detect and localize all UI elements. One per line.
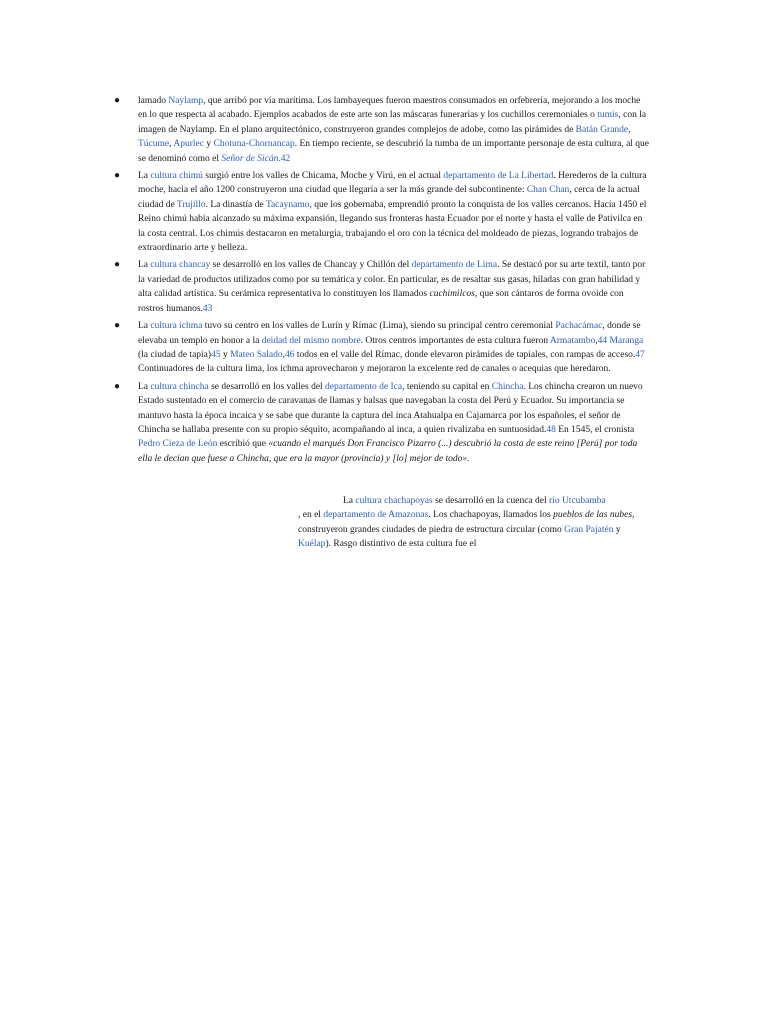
text-run: La (138, 260, 151, 271)
text-run: ). Rasgo distintivo de esta cultura fue el (325, 539, 477, 550)
text-run: cuchimilcos (429, 289, 475, 300)
text-run: La (343, 496, 356, 506)
text-run: todos en el valle del Rímac, donde elevaron pirámides de tapiales, con rampas de acceso. (294, 349, 636, 360)
link[interactable]: 43 (202, 303, 213, 314)
link[interactable]: 45 (211, 349, 221, 360)
paragraph-text (138, 382, 643, 464)
link[interactable]: río Utcubamba (549, 496, 606, 506)
text-run: , que arribó por vía marítima. Los lambayeques fueron maestros consumados en orfebrería, mejorando a los moche en lo que respecta al acabado. Ejemplos acabados de este arte son las máscaras funerarias y los cuchillos ceremoniales o (138, 96, 641, 121)
text-run: , que son cántaros de forma ovoide con rostros humanos. (138, 289, 624, 314)
text-run: La (138, 321, 151, 332)
bullet-icon: ● (114, 95, 121, 106)
text-run: lamado (138, 96, 169, 106)
paragraph-text (298, 510, 634, 549)
text-run: escribió que (217, 439, 269, 450)
list-item (110, 169, 650, 255)
text-run: se desarrolló en los valles de Chancay y Chillón del (210, 260, 412, 271)
link[interactable]: Chan Chan (526, 185, 570, 196)
link[interactable]: Pachacámac (555, 321, 603, 332)
link[interactable]: Mateo Salado (230, 349, 283, 360)
text-run: , (282, 349, 285, 360)
link[interactable]: cultura chimú (150, 171, 203, 182)
list-item (110, 380, 650, 466)
link[interactable]: Maranga (609, 335, 644, 346)
link[interactable]: 47 (635, 349, 645, 360)
link[interactable]: Tacaynamo (265, 199, 310, 210)
text-run: , donde se elevaba un templo en honor a la (138, 321, 641, 346)
link[interactable]: Apurlec (173, 139, 204, 150)
paragraph-text (138, 321, 645, 374)
link[interactable]: deidad del mismo nombre (261, 335, 361, 346)
text-run: y (220, 349, 231, 360)
link[interactable]: Kuélap (298, 539, 326, 550)
link[interactable]: 44 (597, 335, 608, 346)
link[interactable]: Armatambo (549, 335, 596, 346)
link[interactable]: Señor de Sicán (221, 153, 279, 164)
link[interactable]: departamento de La Libertad (443, 171, 554, 182)
link[interactable]: departamento de Ica (325, 381, 403, 392)
text-run: , que los gobernaba, emprendió pronto la conquista de los valles cercanos. Hacia 1450 el Reino chimú había alcanzado su máxima expansión, llegando sus fronteras hasta Ecuador por el norte y hasta el valle de Pativilca en la costa central. Los chimús destacaron en metalurgia, trabajando el oro con la técnica del moldeado de piezas, logrando trabajos de extraordinario arte y belleza. (138, 199, 647, 254)
link[interactable]: Gran Pajatén (564, 524, 614, 535)
link[interactable]: .42 (278, 153, 291, 164)
text-run: , (595, 335, 598, 346)
link[interactable]: departamento de Amazonas (323, 510, 429, 521)
link[interactable]: 48 (546, 424, 556, 435)
bullet-icon: ● (114, 380, 121, 392)
text-run: . Se destacó por su arte textil, tanto por la variedad de productos utilizados como por su temática y color. En particular, es de resaltar sus gasas, hiladas con gran habilidad y alta calidad artística. Su cerámica representativa lo constituyen los llamados (138, 260, 646, 300)
text-run: . Los chachapoyas, llamados los (428, 510, 554, 521)
bullet-icon: ● (114, 170, 121, 182)
paragraph-text (138, 96, 649, 164)
text-run: Continuadores de la cultura lima, los ichma aprovecharon y mejoraron la excelente red de canales o acequias que heredaron. (138, 364, 611, 375)
text-run: . Otros centros importantes de esta cultura fueron (360, 335, 550, 346)
link[interactable]: Pedro Cieza de León (138, 439, 218, 450)
link[interactable]: Chincha (491, 381, 524, 392)
text-run: y (203, 139, 214, 150)
link[interactable]: Naylamp (168, 96, 204, 106)
list-item (110, 258, 650, 316)
text-run: pueblos de las nubes (553, 510, 633, 521)
text-run: tuvo su centro en los valles de Lurín y Rímac (Lima), siendo su principal centro ceremonial (202, 321, 556, 332)
text-run: (la ciudad de tapia) (138, 349, 212, 360)
link[interactable]: cultura ichma (150, 321, 203, 332)
text-run: se desarrolló en la cuenca del (432, 496, 550, 506)
link[interactable]: Chotuna-Chornancap (213, 139, 295, 150)
link[interactable]: cultura chachapoyas (355, 496, 433, 506)
text-run: La (138, 171, 151, 182)
text-run: . Los chincha crearon un nuevo Estado sustentado en el comercio de caravanas de llamas y balsas que navegaban la costa del Perú y Ecuador. Su importancia se mantuvo hasta la época incaica y se sabe que durante la captura del inca Atahualpa en Cajamarca por los españoles, el señor de Chincha se hallaba presente con su propio séquito, acompañando al inca, a quien rivalizaba en suntuosidad. (138, 381, 643, 435)
culture-list (110, 94, 650, 469)
text-run: , (169, 139, 174, 150)
text-run: , en el (298, 510, 324, 521)
text-run: , teniendo su capital en (402, 381, 492, 392)
text-run: , cerca de la actual ciudad de (138, 185, 640, 210)
link[interactable]: 46 (284, 349, 295, 360)
link[interactable]: Túcume (138, 139, 170, 150)
paragraph-text (138, 171, 646, 253)
text-run: surgió entre los valles de Chicama, Moche y Virú, en el actual (202, 171, 444, 182)
text-run: . La dinastía de (205, 199, 266, 210)
list-item (110, 94, 650, 166)
paragraph-text (138, 260, 645, 313)
text-run: se desarrolló en los valles del (208, 381, 326, 392)
text-run: , (628, 124, 631, 135)
text-run: . En tiempo reciente, se descubrió la tumba de un importante personaje de esta cultura, al que se denominó como el (138, 139, 650, 164)
link[interactable]: cultura chincha (150, 381, 209, 392)
link[interactable]: cultura chancay (150, 260, 211, 271)
text-run: . Herederos de la cultura moche, hacia el año 1200 construyeron una ciudad que llegaría a ser la más grande del subcontinente: (138, 171, 647, 196)
bullet-icon: ● (114, 320, 121, 332)
bullet-icon: ● (114, 259, 121, 271)
first-line (298, 494, 650, 508)
text-run: y (613, 524, 621, 535)
text-run: , construyeron grandes ciudades de piedra de estructura circular (como (298, 510, 635, 535)
list-item (110, 319, 650, 377)
link[interactable]: Batán Grande (575, 124, 629, 135)
text-run: En 1545, el cronista (555, 424, 635, 435)
link[interactable]: Trujillo (176, 199, 206, 210)
chachapoyas-paragraph (298, 494, 650, 552)
text-run: , con la imagen de Naylamp. En el plano arquitectónico, construyeron grandes complejos de adobe, como las pirámides de (138, 110, 647, 135)
text-run: «cuando el marqués Don Francisco Pizarro (...) descubrió la costa de este reino [Perú] por toda ella le decían que fuese a Chincha, que era la mayor (provincia) y [lo] mejor de todo». (138, 439, 638, 464)
link[interactable]: tumis (597, 110, 619, 121)
link[interactable]: departamento de Lima (411, 260, 498, 271)
text-run: La (138, 381, 151, 392)
